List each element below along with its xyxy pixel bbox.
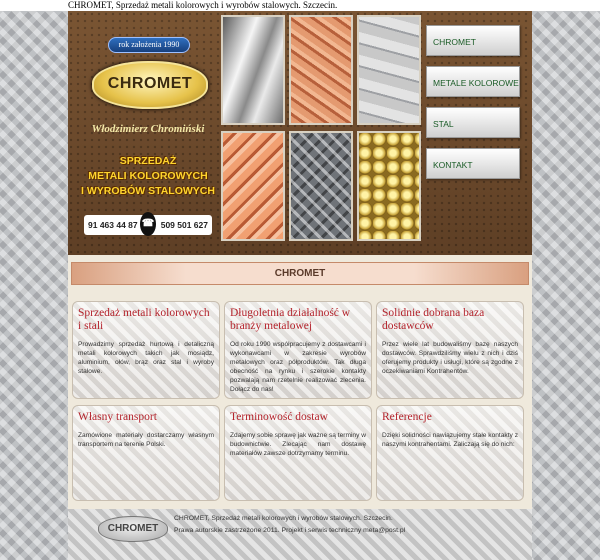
card-text: Zdajemy sobie sprawę jak ważne są terminy w budownictwie. Zlecając nam dostawę materiałów zawsze dotrzymamy terminu.: [230, 432, 366, 457]
card-title: Sprzedaż metali kolorowych i stali: [78, 307, 210, 332]
slogan-line: SPRZEDAŻ: [119, 155, 177, 167]
card-title: Referencje: [382, 411, 432, 423]
phone-number-landline: 91 463 44 87: [88, 220, 138, 230]
section-title: CHROMET: [274, 268, 326, 279]
footer-logo: CHROMET: [98, 516, 168, 542]
card-title: Długoletnia działalność w branży metalowej: [230, 307, 351, 332]
phone-numbers: [84, 215, 212, 235]
card-title: Własny transport: [78, 411, 157, 423]
logo-text: CHROMET: [107, 75, 193, 92]
nav-item-chromet[interactable]: CHROMET: [426, 25, 520, 56]
page-title-bar: [0, 0, 600, 11]
info-card: [72, 405, 220, 501]
owner-name: Włodzimierz Chromiński: [91, 123, 205, 135]
photo-copper-rods: [221, 131, 285, 241]
info-card: [376, 301, 524, 399]
photo-copper-bars: [289, 15, 353, 125]
section-title-band: [71, 262, 529, 285]
phone-number-mobile: 509 501 627: [160, 220, 208, 230]
footer-line: CHROMET, Sprzedaż metali kolorowych i wyrobów stalowych. Szczecin.: [174, 515, 393, 522]
header-banner: [68, 11, 532, 255]
card-text: Od roku 1990 współpracujemy z dostawcami i wykonawcami w zakresie wyrobów metalowych oraz półproduktów. Tak długa obecność na rynku i szerokie kontakty pozwalają nam rzetelnie realizować zlecenia. Dołącz do nas!: [230, 341, 366, 393]
product-photo-grid: [219, 13, 423, 243]
card-title: Solidnie dobrana baza dostawców: [382, 307, 485, 332]
card-text: Zamówione materiały dostarczamy własnym transportem na terenie Polski.: [78, 432, 214, 448]
slogan-line: METALI KOLOROWYCH: [88, 170, 208, 182]
info-card: [376, 405, 524, 501]
photo-checker-plate: [289, 131, 353, 241]
card-title: Terminowość dostaw: [230, 411, 328, 423]
photo-steel-sheets: [221, 15, 285, 125]
company-logo[interactable]: [92, 61, 208, 109]
card-text: Prowadzimy sprzedaż hurtową i detaliczną metali kolorowych takich jak mosiądz, aluminium, ołów, brąz oraz stal i wyroby stalowe.: [78, 341, 214, 375]
page-container: [68, 11, 532, 560]
logo-area: [78, 29, 216, 239]
footer: [68, 509, 532, 560]
phone-icon: ☎: [140, 212, 156, 236]
slogan: [78, 154, 218, 199]
info-card: [72, 301, 220, 399]
page-title: CHROMET, Sprzedaż metali kolorowych i wyrobów stalowych. Szczecin.: [68, 0, 338, 10]
footer-copyright: Prawa autorskie zastrzeżone 2011. Projekt i serwis techniczny meta@post.pl: [174, 527, 406, 534]
info-card: [224, 301, 372, 399]
card-text: Przez wiele lat budowaliśmy bazę naszych dostawców. Sprawdziliśmy wielu z nich i dziś oferujemy produkty i usługi, które są zgodne z oczekiwaniami Kontrahentów.: [382, 341, 518, 375]
photo-aluminium-profiles: [357, 15, 421, 125]
founded-badge: rok założenia 1990: [108, 37, 190, 53]
main-navigation: [426, 25, 520, 189]
slogan-line: I WYROBÓW STALOWYCH: [81, 185, 215, 197]
nav-item-metale-kolorowe[interactable]: METALE KOLOROWE: [426, 66, 520, 97]
card-text: Dzięki solidności nawiązujemy stałe kontakty z naszymi kontrahentami. Zaliczają się do nich:: [382, 432, 518, 448]
nav-item-stal[interactable]: STAL: [426, 107, 520, 138]
nav-item-kontakt[interactable]: KONTAKT: [426, 148, 520, 179]
info-card: [224, 405, 372, 501]
footer-text: [174, 513, 405, 537]
photo-brass-rods: [357, 131, 421, 241]
